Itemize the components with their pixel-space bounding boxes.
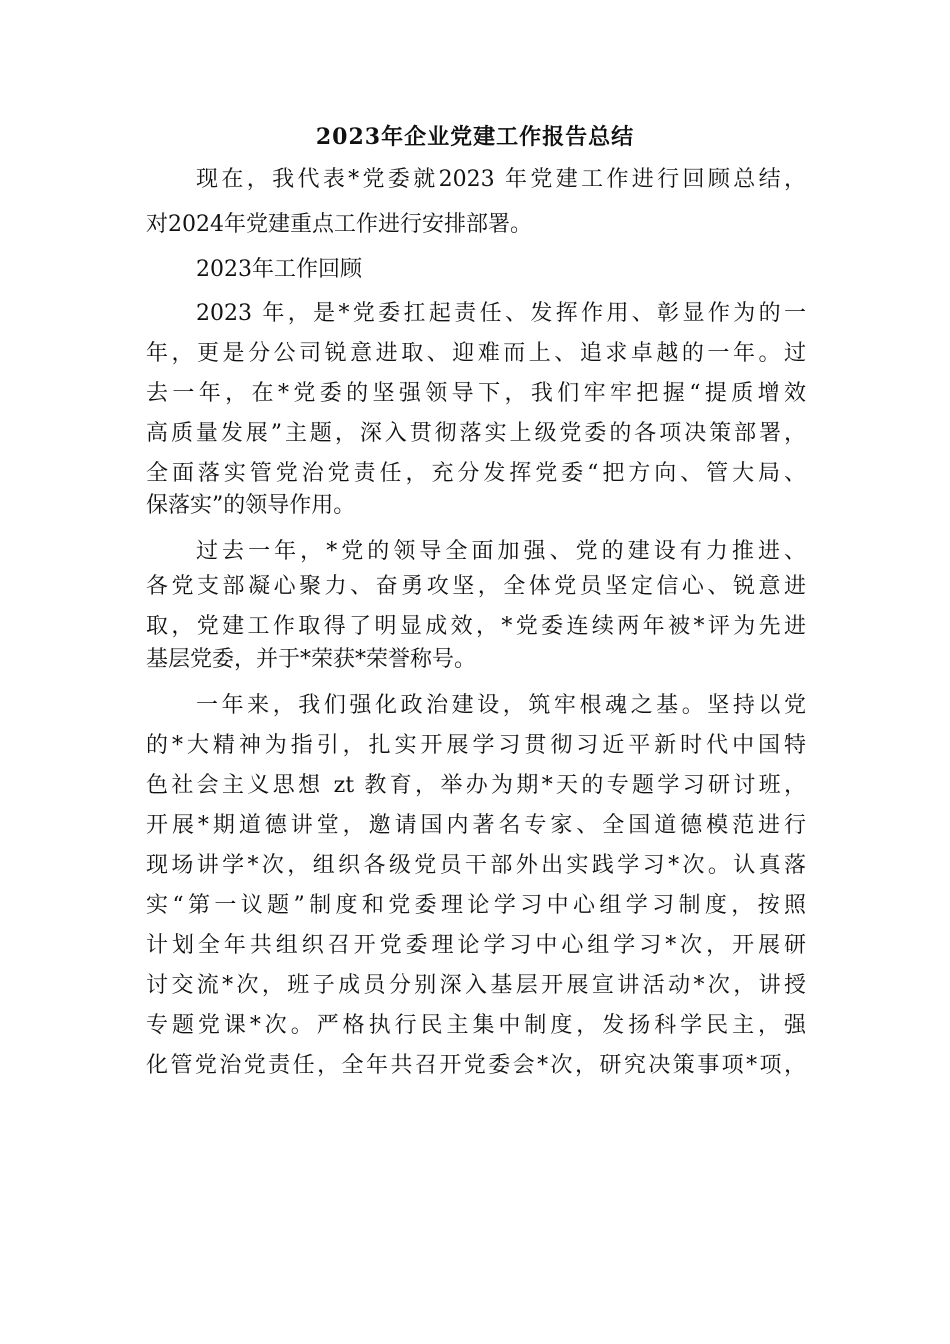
- paragraph-line: 去一年，在*党委的坚强领导下，我们牢牢把握“提质增效: [146, 381, 806, 406]
- paragraph-line: 全面落实管党治党责任，充分发挥党委“把方向、管大局、: [146, 461, 806, 486]
- paragraph-line: 2023 年，是*党委扛起责任、发挥作用、彰显作为的一: [196, 301, 806, 326]
- paragraph-line: 开展*期道德讲堂，邀请国内著名专家、全国道德模范进行: [146, 813, 806, 838]
- paragraph-line: 基层党委，并于*荣获*荣誉称号。: [146, 647, 477, 672]
- document-title: 2023年企业党建工作报告总结: [315, 124, 635, 150]
- paragraph-line: 讨交流*次，班子成员分别深入基层开展宣讲活动*次，讲授: [146, 973, 806, 998]
- paragraph-line: 保落实”的领导作用。: [146, 493, 356, 518]
- paragraph-line: 色社会主义思想 zt 教育，举办为期*天的专题学习研讨班，: [146, 773, 806, 798]
- paragraph-line: 高质量发展”主题，深入贯彻落实上级党委的各项决策部署，: [146, 421, 806, 446]
- paragraph-line: 专题党课*次。严格执行民主集中制度，发扬科学民主，强: [146, 1013, 806, 1038]
- paragraph-line: 现场讲学*次，组织各级党员干部外出实践学习*次。认真落: [146, 853, 806, 878]
- paragraph-line: 对2024年党建重点工作进行安排部署。: [146, 212, 532, 237]
- paragraph-line: 的*大精神为指引，扎实开展学习贯彻习近平新时代中国特: [146, 733, 806, 758]
- paragraph-line: 过去一年，*党的领导全面加强、党的建设有力推进、: [196, 539, 806, 564]
- paragraph-line: 实“第一议题”制度和党委理论学习中心组学习制度，按照: [146, 893, 806, 918]
- paragraph-line: 取，党建工作取得了明显成效，*党委连续两年被*评为先进: [146, 614, 806, 639]
- paragraph-line: 化管党治党责任，全年共召开党委会*次，研究决策事项*项，: [146, 1053, 806, 1078]
- paragraph-line: 计划全年共组织召开党委理论学习中心组学习*次，开展研: [146, 933, 806, 958]
- paragraph-line: 年，更是分公司锐意进取、迎难而上、追求卓越的一年。过: [146, 341, 806, 366]
- paragraph-line: 一年来，我们强化政治建设，筑牢根魂之基。坚持以党: [196, 693, 806, 718]
- section-heading: 2023年工作回顾: [196, 257, 362, 282]
- paragraph-line: 各党支部凝心聚力、奋勇攻坚，全体党员坚定信心、锐意进: [146, 574, 806, 599]
- paragraph-line: 现在，我代表*党委就2023 年党建工作进行回顾总结，: [196, 167, 806, 192]
